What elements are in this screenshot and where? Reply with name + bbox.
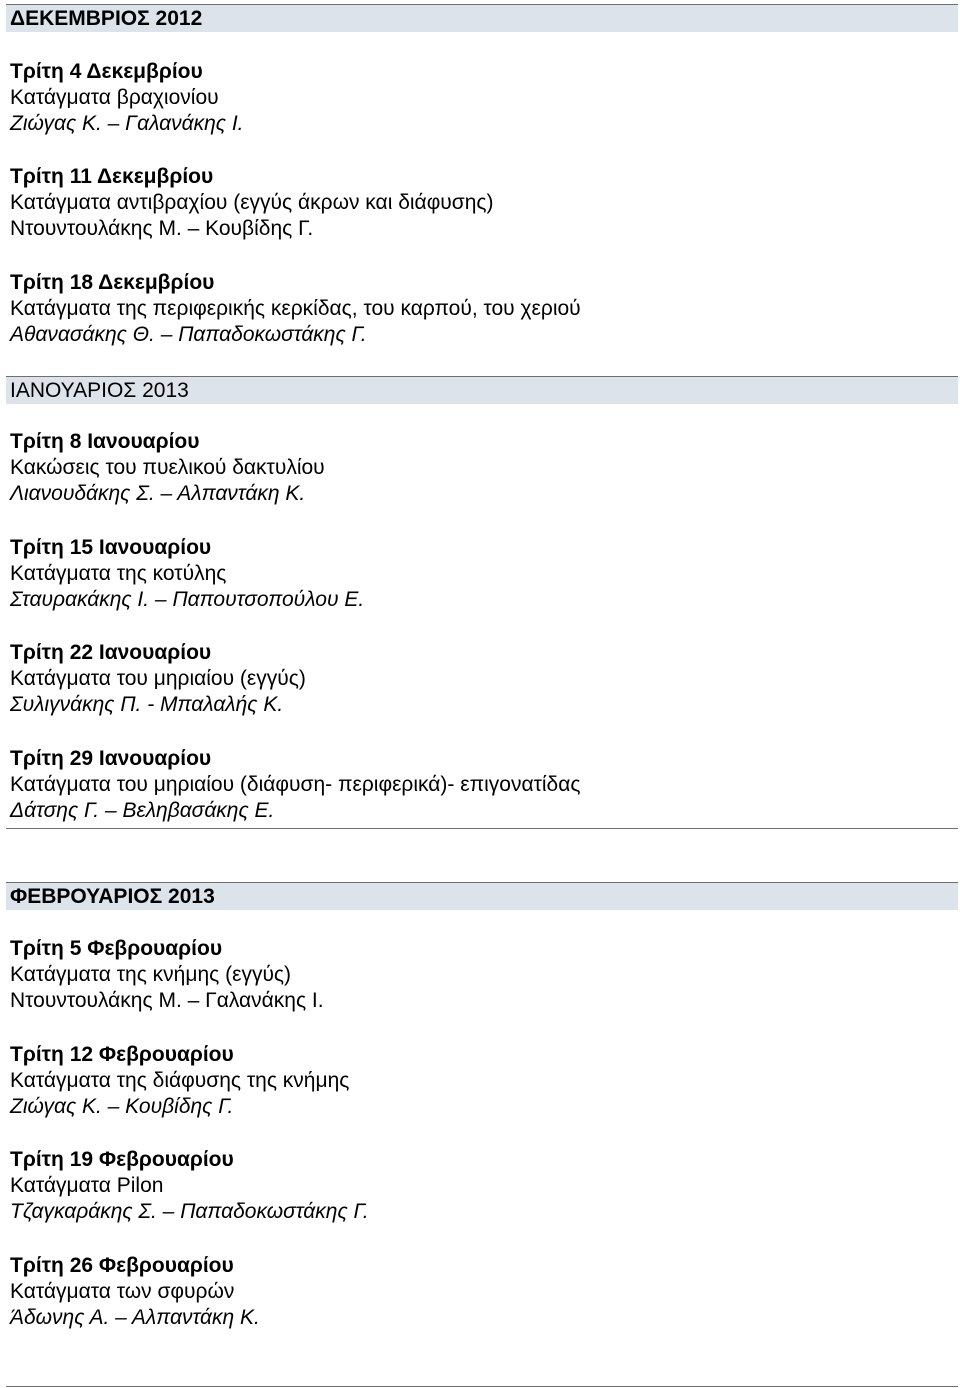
entry-date: Τρίτη 26 Φεβρουαρίου [10, 1254, 234, 1277]
entry-speakers: Σταυρακάκης Ι. – Παπουτσοπούλου Ε. [10, 588, 365, 611]
schedule-entry [10, 535, 364, 613]
entry-date: Τρίτη 19 Φεβρουαρίου [10, 1148, 234, 1171]
schedule-entry [10, 1042, 349, 1120]
entry-topic: Κατάγματα του μηριαίου (εγγύς) [10, 667, 306, 690]
schedule-entry [10, 164, 494, 242]
entry-speakers: Συλιγνάκης Π. - Μπαλαλής Κ. [10, 693, 284, 716]
schedule-entry [10, 640, 306, 718]
schedule-entry [10, 59, 244, 137]
entry-topic: Κατάγματα της κοτύλης [10, 562, 227, 585]
entry-topic: Κατάγματα του μηριαίου (διάφυση- περιφερικά)- επιγονατίδας [10, 773, 581, 796]
entry-date: Τρίτη 5 Φεβρουαρίου [10, 937, 223, 960]
entry-topic: Κακώσεις του πυελικού δακτυλίου [10, 456, 325, 479]
entry-speakers: Άδωνης Α. – Αλπαντάκη Κ. [10, 1306, 260, 1329]
entry-topic: Κατάγματα βραχιονίου [10, 86, 219, 109]
schedule-entry [10, 746, 581, 824]
entry-date: Τρίτη 29 Ιανουαρίου [10, 747, 212, 770]
entry-topic: Κατάγματα αντιβραχίου (εγγύς άκρων και διάφυσης) [10, 191, 494, 214]
entry-date: Τρίτη 8 Ιανουαρίου [10, 430, 200, 453]
section-divider [6, 828, 958, 829]
entry-speakers: Ντουντουλάκης Μ. – Γαλανάκης Ι. [10, 989, 324, 1012]
schedule-entry [10, 936, 324, 1014]
bottom-divider [6, 1386, 958, 1387]
schedule-entry [10, 429, 325, 507]
entry-speakers: Λιανουδάκης Σ. – Αλπαντάκη Κ. [10, 482, 306, 505]
entry-date: Τρίτη 18 Δεκεμβρίου [10, 271, 215, 294]
entry-speakers: Τζαγκαράκης Σ. – Παπαδοκωστάκης Γ. [10, 1200, 369, 1223]
entry-date: Τρίτη 12 Φεβρουαρίου [10, 1043, 234, 1066]
month-header-december-2012: ΔΕΚΕΜΒΡΙΟΣ 2012 [6, 4, 958, 32]
schedule-entry [10, 1253, 260, 1331]
entry-date: Τρίτη 15 Ιανουαρίου [10, 536, 212, 559]
entry-speakers: Ζιώγας Κ. – Κουβίδης Γ. [10, 1095, 234, 1118]
schedule-entry [10, 1147, 369, 1225]
entry-date: Τρίτη 11 Δεκεμβρίου [10, 165, 214, 188]
schedule-entry [10, 270, 581, 348]
entry-topic: Κατάγματα της διάφυσης της κνήμης [10, 1069, 350, 1092]
month-header-january-2013: ΙΑΝΟΥΑΡΙΟΣ 2013 [6, 376, 958, 404]
entry-speakers: Δάτσης Γ. – Βεληβασάκης Ε. [10, 799, 275, 822]
entry-date: Τρίτη 4 Δεκεμβρίου [10, 60, 203, 83]
entry-topic: Κατάγματα της περιφερικής κερκίδας, του καρπού, του χεριού [10, 297, 581, 320]
entry-topic: Κατάγματα Pilon [10, 1174, 164, 1197]
entry-speakers: Ντουντουλάκης Μ. – Κουβίδης Γ. [10, 217, 314, 240]
entry-date: Τρίτη 22 Ιανουαρίου [10, 641, 212, 664]
entry-topic: Κατάγματα της κνήμης (εγγύς) [10, 963, 292, 986]
entry-speakers: Ζιώγας Κ. – Γαλανάκης Ι. [10, 112, 244, 135]
entry-speakers: Αθανασάκης Θ. – Παπαδοκωστάκης Γ. [10, 323, 367, 346]
entry-topic: Κατάγματα των σφυρών [10, 1280, 235, 1303]
month-header-february-2013: ΦΕΒΡΟΥΑΡΙΟΣ 2013 [6, 882, 958, 910]
